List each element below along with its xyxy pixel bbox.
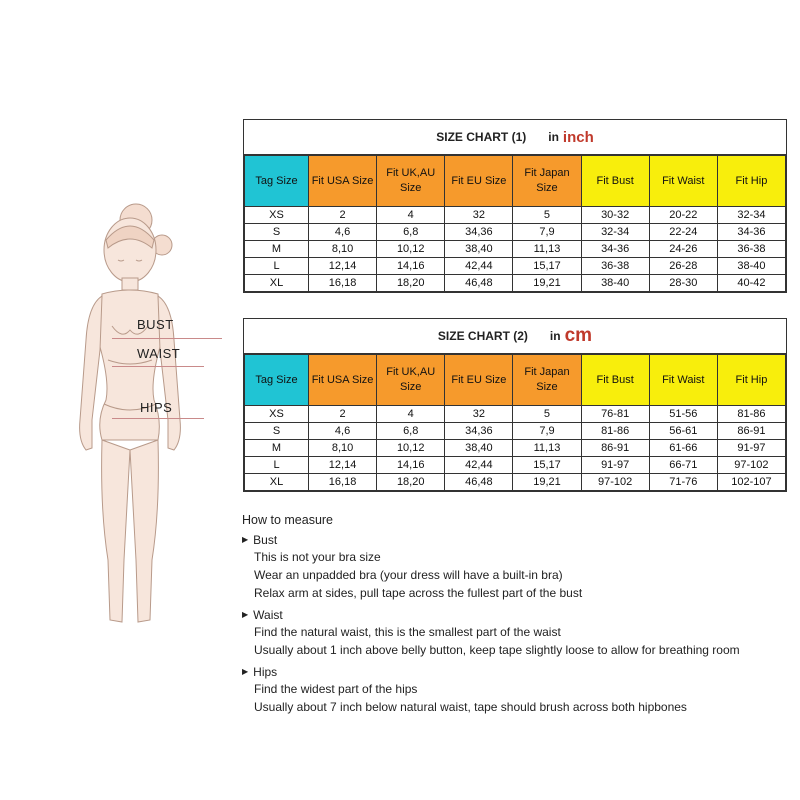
table-cell: 38-40 [581, 275, 649, 292]
table-cell: 76-81 [581, 406, 649, 423]
section-title-text: Hips [253, 664, 278, 679]
table-cell: XS [245, 406, 309, 423]
table-cell: L [245, 457, 309, 474]
table-cell: 12,14 [309, 258, 377, 275]
table-cell: XL [245, 474, 309, 491]
instruction-line: Find the natural waist, this is the smallest part of the waist [254, 625, 561, 639]
size-chart-inch [243, 119, 787, 293]
column-header: Fit Japan Size [513, 156, 581, 207]
table-cell: 2 [309, 406, 377, 423]
column-header: Tag Size [245, 355, 309, 406]
section-title [242, 606, 740, 623]
unit-label: inch [562, 128, 594, 146]
column-header: Fit Hip [717, 355, 785, 406]
table-cell: M [245, 440, 309, 457]
table-cell: 36-38 [717, 241, 785, 258]
table-cell: 42,44 [445, 258, 513, 275]
table-cell: 56-61 [649, 423, 717, 440]
table-cell: 16,18 [309, 474, 377, 491]
table-cell: 2 [309, 207, 377, 224]
table-cell: 19,21 [513, 474, 581, 491]
table-row [245, 241, 786, 258]
how-to-measure [242, 513, 740, 716]
table-cell: 91-97 [581, 457, 649, 474]
table-row [245, 423, 786, 440]
size-table [244, 354, 786, 491]
table-cell: 28-30 [649, 275, 717, 292]
column-header: Fit Hip [717, 156, 785, 207]
table-row [245, 275, 786, 292]
table-cell: 102-107 [717, 474, 785, 491]
table-cell: 11,13 [513, 440, 581, 457]
table-cell: 30-32 [581, 207, 649, 224]
chart-title-bar [244, 319, 786, 354]
column-header: Fit UK,AU Size [377, 355, 445, 406]
table-cell: L [245, 258, 309, 275]
table-cell: 22-24 [649, 224, 717, 241]
table-cell: 86-91 [717, 423, 785, 440]
table-cell: 19,21 [513, 275, 581, 292]
table-cell: 16,18 [309, 275, 377, 292]
table-cell: 46,48 [445, 474, 513, 491]
table-cell: 38,40 [445, 241, 513, 258]
table-cell: 46,48 [445, 275, 513, 292]
table-row [245, 440, 786, 457]
hips-label: HIPS [140, 400, 173, 415]
bust-line [112, 338, 222, 339]
figure-svg [30, 190, 230, 640]
table-cell: 34,36 [445, 224, 513, 241]
table-cell: 4,6 [309, 423, 377, 440]
waist-label: WAIST [137, 346, 181, 361]
column-header: Tag Size [245, 156, 309, 207]
column-header: Fit Bust [581, 355, 649, 406]
instruction-line: Find the widest part of the hips [254, 682, 418, 696]
table-cell: 61-66 [649, 440, 717, 457]
table-row [245, 406, 786, 423]
table-cell: 32-34 [717, 207, 785, 224]
table-cell: 12,14 [309, 457, 377, 474]
table-cell: 97-102 [717, 457, 785, 474]
table-cell: 8,10 [309, 440, 377, 457]
table-cell: 4 [377, 207, 445, 224]
table-cell: 36-38 [581, 258, 649, 275]
table-cell: 15,17 [513, 457, 581, 474]
table-cell: 5 [513, 207, 581, 224]
column-header: Fit EU Size [445, 156, 513, 207]
bullet-arrow-icon: ▶ [242, 535, 249, 544]
unit-label: cm [564, 325, 593, 346]
unit-prefix: in [548, 130, 559, 144]
section-title [242, 663, 740, 680]
table-cell: 86-91 [581, 440, 649, 457]
how-to-section [242, 531, 740, 602]
table-cell: 14,16 [377, 457, 445, 474]
table-cell: 97-102 [581, 474, 649, 491]
table-cell: 6,8 [377, 224, 445, 241]
table-cell: 32 [445, 207, 513, 224]
table-cell: 6,8 [377, 423, 445, 440]
column-header: Fit UK,AU Size [377, 156, 445, 207]
table-cell: 20-22 [649, 207, 717, 224]
chart-title: SIZE CHART (1) [436, 130, 527, 144]
bullet-arrow-icon: ▶ [242, 667, 249, 676]
table-cell: 34-36 [717, 224, 785, 241]
table-cell: S [245, 224, 309, 241]
unit-prefix: in [549, 329, 561, 343]
chart-title-bar [244, 120, 786, 155]
table-cell: 26-28 [649, 258, 717, 275]
table-cell: 7,9 [513, 423, 581, 440]
table-cell: 11,13 [513, 241, 581, 258]
how-to-section [242, 606, 740, 659]
section-title-text: Waist [253, 607, 283, 622]
column-header: Fit EU Size [445, 355, 513, 406]
instruction-line: Usually about 1 inch above belly button, keep tape slightly loose to allow for breathing room [254, 643, 740, 657]
table-cell: M [245, 241, 309, 258]
column-header: Fit Bust [581, 156, 649, 207]
table-cell: 66-71 [649, 457, 717, 474]
how-to-heading: How to measure [242, 513, 334, 527]
table-cell: XS [245, 207, 309, 224]
table-cell: 91-97 [717, 440, 785, 457]
table-row [245, 207, 786, 224]
table-cell: 10,12 [377, 241, 445, 258]
table-cell: 18,20 [377, 474, 445, 491]
instruction-line: Usually about 7 inch below natural waist, tape should brush across both hipbones [254, 700, 687, 714]
section-title-text: Bust [253, 532, 278, 547]
table-row [245, 457, 786, 474]
table-cell: 7,9 [513, 224, 581, 241]
table-row [245, 224, 786, 241]
table-cell: 15,17 [513, 258, 581, 275]
table-cell: 24-26 [649, 241, 717, 258]
hips-line [112, 418, 204, 419]
table-row [245, 474, 786, 491]
table-cell: 40-42 [717, 275, 785, 292]
table-cell: 4,6 [309, 224, 377, 241]
table-row [245, 258, 786, 275]
instruction-line: Wear an unpadded bra (your dress will have a built-in bra) [254, 568, 563, 582]
instruction-line: Relax arm at sides, pull tape across the fullest part of the bust [254, 586, 583, 600]
table-cell: 18,20 [377, 275, 445, 292]
table-cell: 38-40 [717, 258, 785, 275]
table-cell: 38,40 [445, 440, 513, 457]
table-cell: 34-36 [581, 241, 649, 258]
table-cell: XL [245, 275, 309, 292]
table-cell: 14,16 [377, 258, 445, 275]
table-cell: 34,36 [445, 423, 513, 440]
size-table [244, 155, 786, 292]
chart-title: SIZE CHART (2) [437, 329, 528, 343]
column-header: Fit Japan Size [513, 355, 581, 406]
table-cell: 71-76 [649, 474, 717, 491]
table-cell: 32-34 [581, 224, 649, 241]
instruction-line: This is not your bra size [254, 550, 381, 564]
table-cell: 8,10 [309, 241, 377, 258]
table-cell: 10,12 [377, 440, 445, 457]
table-cell: 4 [377, 406, 445, 423]
table-cell: 51-56 [649, 406, 717, 423]
column-header: Fit USA Size [309, 355, 377, 406]
how-to-sections [242, 531, 740, 716]
table-cell: 42,44 [445, 457, 513, 474]
waist-line [112, 366, 204, 367]
how-to-section [242, 663, 740, 716]
bullet-arrow-icon: ▶ [242, 610, 249, 619]
table-cell: 5 [513, 406, 581, 423]
table-cell: 81-86 [581, 423, 649, 440]
column-header: Fit Waist [649, 355, 717, 406]
bust-label: BUST [137, 317, 174, 332]
column-header: Fit Waist [649, 156, 717, 207]
size-chart-cm [243, 318, 787, 492]
body-figure-illustration [30, 190, 230, 640]
column-header: Fit USA Size [309, 156, 377, 207]
table-cell: 81-86 [717, 406, 785, 423]
table-cell: 32 [445, 406, 513, 423]
table-cell: S [245, 423, 309, 440]
section-title [242, 531, 740, 548]
